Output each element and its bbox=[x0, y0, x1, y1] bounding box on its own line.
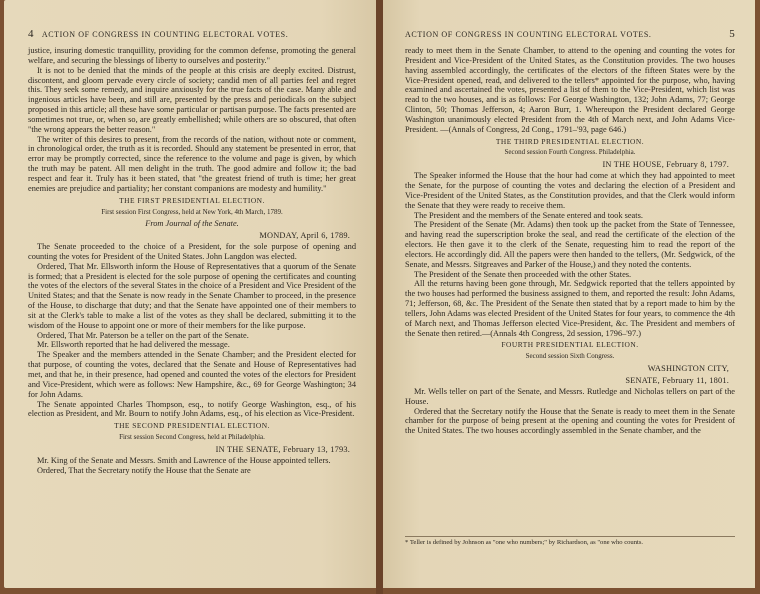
paragraph: ready to meet them in the Senate Chamber, to attend to the opening and counting the votes for President and Vice-President of the United States, as the Constitution provides. The two houses having assembled accordingly, the certificates of the electors of the fifteen States were by the Vice-President opened, read, and delivered to the tellers* appointed for the purpose, who, having examined and ascertained the votes, presented a list of them to the Vice-President, which list was read to the two houses, and is as follows: For George Washington, 132; John Adams, 77; George Clinton, 50; Thomas Jefferson, 4; Aaron Burr, 1. Whereupon the President declared George Washington unanimously elected President from the 4th of March next, and John Adams Vice-President. —(Annals of Congress, 2d Cong., 1791–'93, page 646.) bbox=[405, 46, 735, 134]
book-gutter bbox=[376, 0, 383, 594]
section-subheading: First session Second Congress, held at Philadelphia. bbox=[119, 433, 265, 442]
date-line: IN THE HOUSE, February 8, 1797. bbox=[602, 160, 729, 170]
paragraph: Mr. Wells teller on part of the Senate, and Messrs. Rutledge and Nicholas tellers on part of the House. bbox=[405, 386, 735, 406]
paragraph: The Speaker and the members attended in the Senate Chamber; and the President elected for that purpose, of counting the votes, declared that the Senate and House of Representatives had met, and that he, in their presence, had opened and counted the votes of the electors for President and Vice-President, which were as follows: New Hampshire, &c., 69 for George Washington; 34 for John Adams. bbox=[28, 350, 356, 399]
paragraph: justice, insuring domestic tranquillity, providing for the common defense, promoting the general welfare, and securing the blessings of liberty to ourselves and posterity." bbox=[28, 46, 356, 65]
paragraph: Mr. King of the Senate and Messrs. Smith and Lawrence of the House appointed tellers. bbox=[37, 455, 331, 465]
left-page-text bbox=[28, 46, 356, 475]
paragraph: The President and the members of the Senate entered and took seats. bbox=[414, 210, 643, 220]
running-head-title: ACTION OF CONGRESS IN COUNTING ELECTORAL VOTES. bbox=[405, 30, 652, 39]
section-subheading: Second session Sixth Congress. bbox=[525, 352, 615, 361]
section-heading: THE THIRD PRESIDENTIAL ELECTION. bbox=[495, 136, 645, 146]
paragraph: Mr. Ellsworth reported that he had delivered the message. bbox=[37, 340, 230, 350]
date-line: MONDAY, April 6, 1789. bbox=[259, 231, 350, 241]
right-page bbox=[383, 0, 755, 588]
running-head-title: ACTION OF CONGRESS IN COUNTING ELECTORAL VOTES. bbox=[41, 30, 289, 39]
place-line: WASHINGTON CITY, bbox=[647, 364, 729, 374]
paragraph: The President of the Senate (Mr. Adams) then took up the packet from the State of Tennessee, and having read the superscription broke the seal, and read the certificate of the election of the electors. He then gave it to the clerk of the Senate, requesting him to read the report of the electors. He accordingly did. All the papers were then handed to the tellers, (Mr. Sedgwick, of the Senate, and Messrs. Sitgreaves and Parker of the House,) and they noted the contents. bbox=[405, 220, 735, 269]
paragraph: The writer of this desires to present, from the records of the nation, without note or comment, in chronological order, the truth as it is recorded. Should any statement be presented in error, that error may be promptly corrected, since the reference to the volume and page is given, by which the truth may be patent. All men delight in the truth. The good admire and follow it; the bad respect and fear it. Truly has it been stated, that "the greatest friend of truth is time; her great enemies are prejudice and partiality; her constant companions are modesty and humility." bbox=[28, 134, 356, 193]
footnote: * Teller is defined by Johnson as "one who numbers;" by Richardson, as "one who counts. bbox=[405, 536, 735, 547]
paragraph: All the returns having been gone through, Mr. Sedgwick reported that the tellers appointed by the two houses had performed the business assigned to them, and reported the result: John Adams, 71; Jefferson, 68, &c. The President of the Senate then stated that by a report made to him by the tellers, John Adams was elected President of the United States for four years, to commence the 4th of March next, and Thomas Jefferson elected Vice-President, &c. The President and members of the Senate then retired.—(Annals 4th Congress, 2d session, 1796–'97.) bbox=[405, 279, 735, 338]
section-subheading: First session First Congress, held at New York, 4th March, 1789. bbox=[101, 207, 283, 216]
paragraph: Ordered, That Mr. Ellsworth inform the House of Representatives that a quorum of the Senate is formed; that a President is elected for the sole purpose of opening the certificates and counting the votes of the electors of the several States in the choice of a President and Vice President of the United States; and that the Senate is now ready in the Senate Chamber to proceed, in the presence of the House, to discharge that duty; and that the Senate have appointed one of their members to sit at the Clerk's table to make a list of the votes as they shall be declared, submitting it to the wisdom of the House to appoint one or more of their members for the like purpose. bbox=[28, 261, 356, 330]
section-heading: THE FIRST PRESIDENTIAL ELECTION. bbox=[119, 195, 265, 205]
paragraph: It is not to be denied that the minds of the people at this crisis are deeply excited. Distrust, discontent, and gloom pervade every circle of society; candid men of all parties feel and regret this. They seek some remedy, and inquire anxiously for the true facts of the case. Many able and ingenious articles have been, and still are, presented by the press and periodicals on the subject proposed in this article; all these have some particular or partisan purpose. The facts presented are sometimes not true, or, when so, are greatly embellished; while others are so obscured, that often "the wrong appears the better reason." bbox=[28, 65, 356, 134]
paragraph: The Senate proceeded to the choice of a President, for the sole purpose of opening and counting the votes for President of the United States. John Langdon was elected. bbox=[28, 242, 356, 261]
paragraph: The Speaker informed the House that the hour had come at which they had appointed to meet the Senate, for the purpose of counting the votes and declaring the election of a President and Vice-President of the United States, as the Constitution provides, and that the Clerk would inform the Senate that they were ready to receive them. bbox=[405, 171, 735, 210]
date-line: IN THE SENATE, February 13, 1793. bbox=[215, 444, 350, 454]
date-line: SENATE, February 11, 1801. bbox=[625, 376, 729, 385]
page-number: 5 bbox=[729, 28, 735, 40]
running-head-left bbox=[28, 28, 356, 40]
left-page bbox=[4, 0, 376, 588]
paragraph: Ordered that the Secretary notify the House that the Senate is ready to meet them in the Senate chamber for the purpose of being present at the opening and counting the votes for President of the United States. The two houses accordingly assembled in the Senate chamber, and the bbox=[405, 406, 735, 436]
right-page-text bbox=[405, 46, 735, 436]
paragraph: Ordered, That Mr. Paterson be a teller on the part of the Senate. bbox=[37, 330, 249, 340]
running-head-right bbox=[405, 28, 735, 40]
paragraph: The President of the Senate then proceeded with the other States. bbox=[414, 269, 632, 279]
section-heading: THE SECOND PRESIDENTIAL ELECTION. bbox=[114, 421, 270, 431]
paragraph: Ordered, That the Secretary notify the House that the Senate are bbox=[37, 465, 251, 475]
section-heading: FOURTH PRESIDENTIAL ELECTION. bbox=[501, 340, 639, 350]
section-subheading: Second session Fourth Congress. Philadelphia. bbox=[504, 148, 636, 157]
page-number: 4 bbox=[28, 28, 34, 40]
paragraph: The Senate appointed Charles Thompson, esq., to notify George Washington, esq., of his election as President, and Mr. Bourn to notify John Adams, esq., of his election as Vice-President. bbox=[28, 399, 356, 419]
source-note: From Journal of the Senate. bbox=[145, 219, 239, 229]
